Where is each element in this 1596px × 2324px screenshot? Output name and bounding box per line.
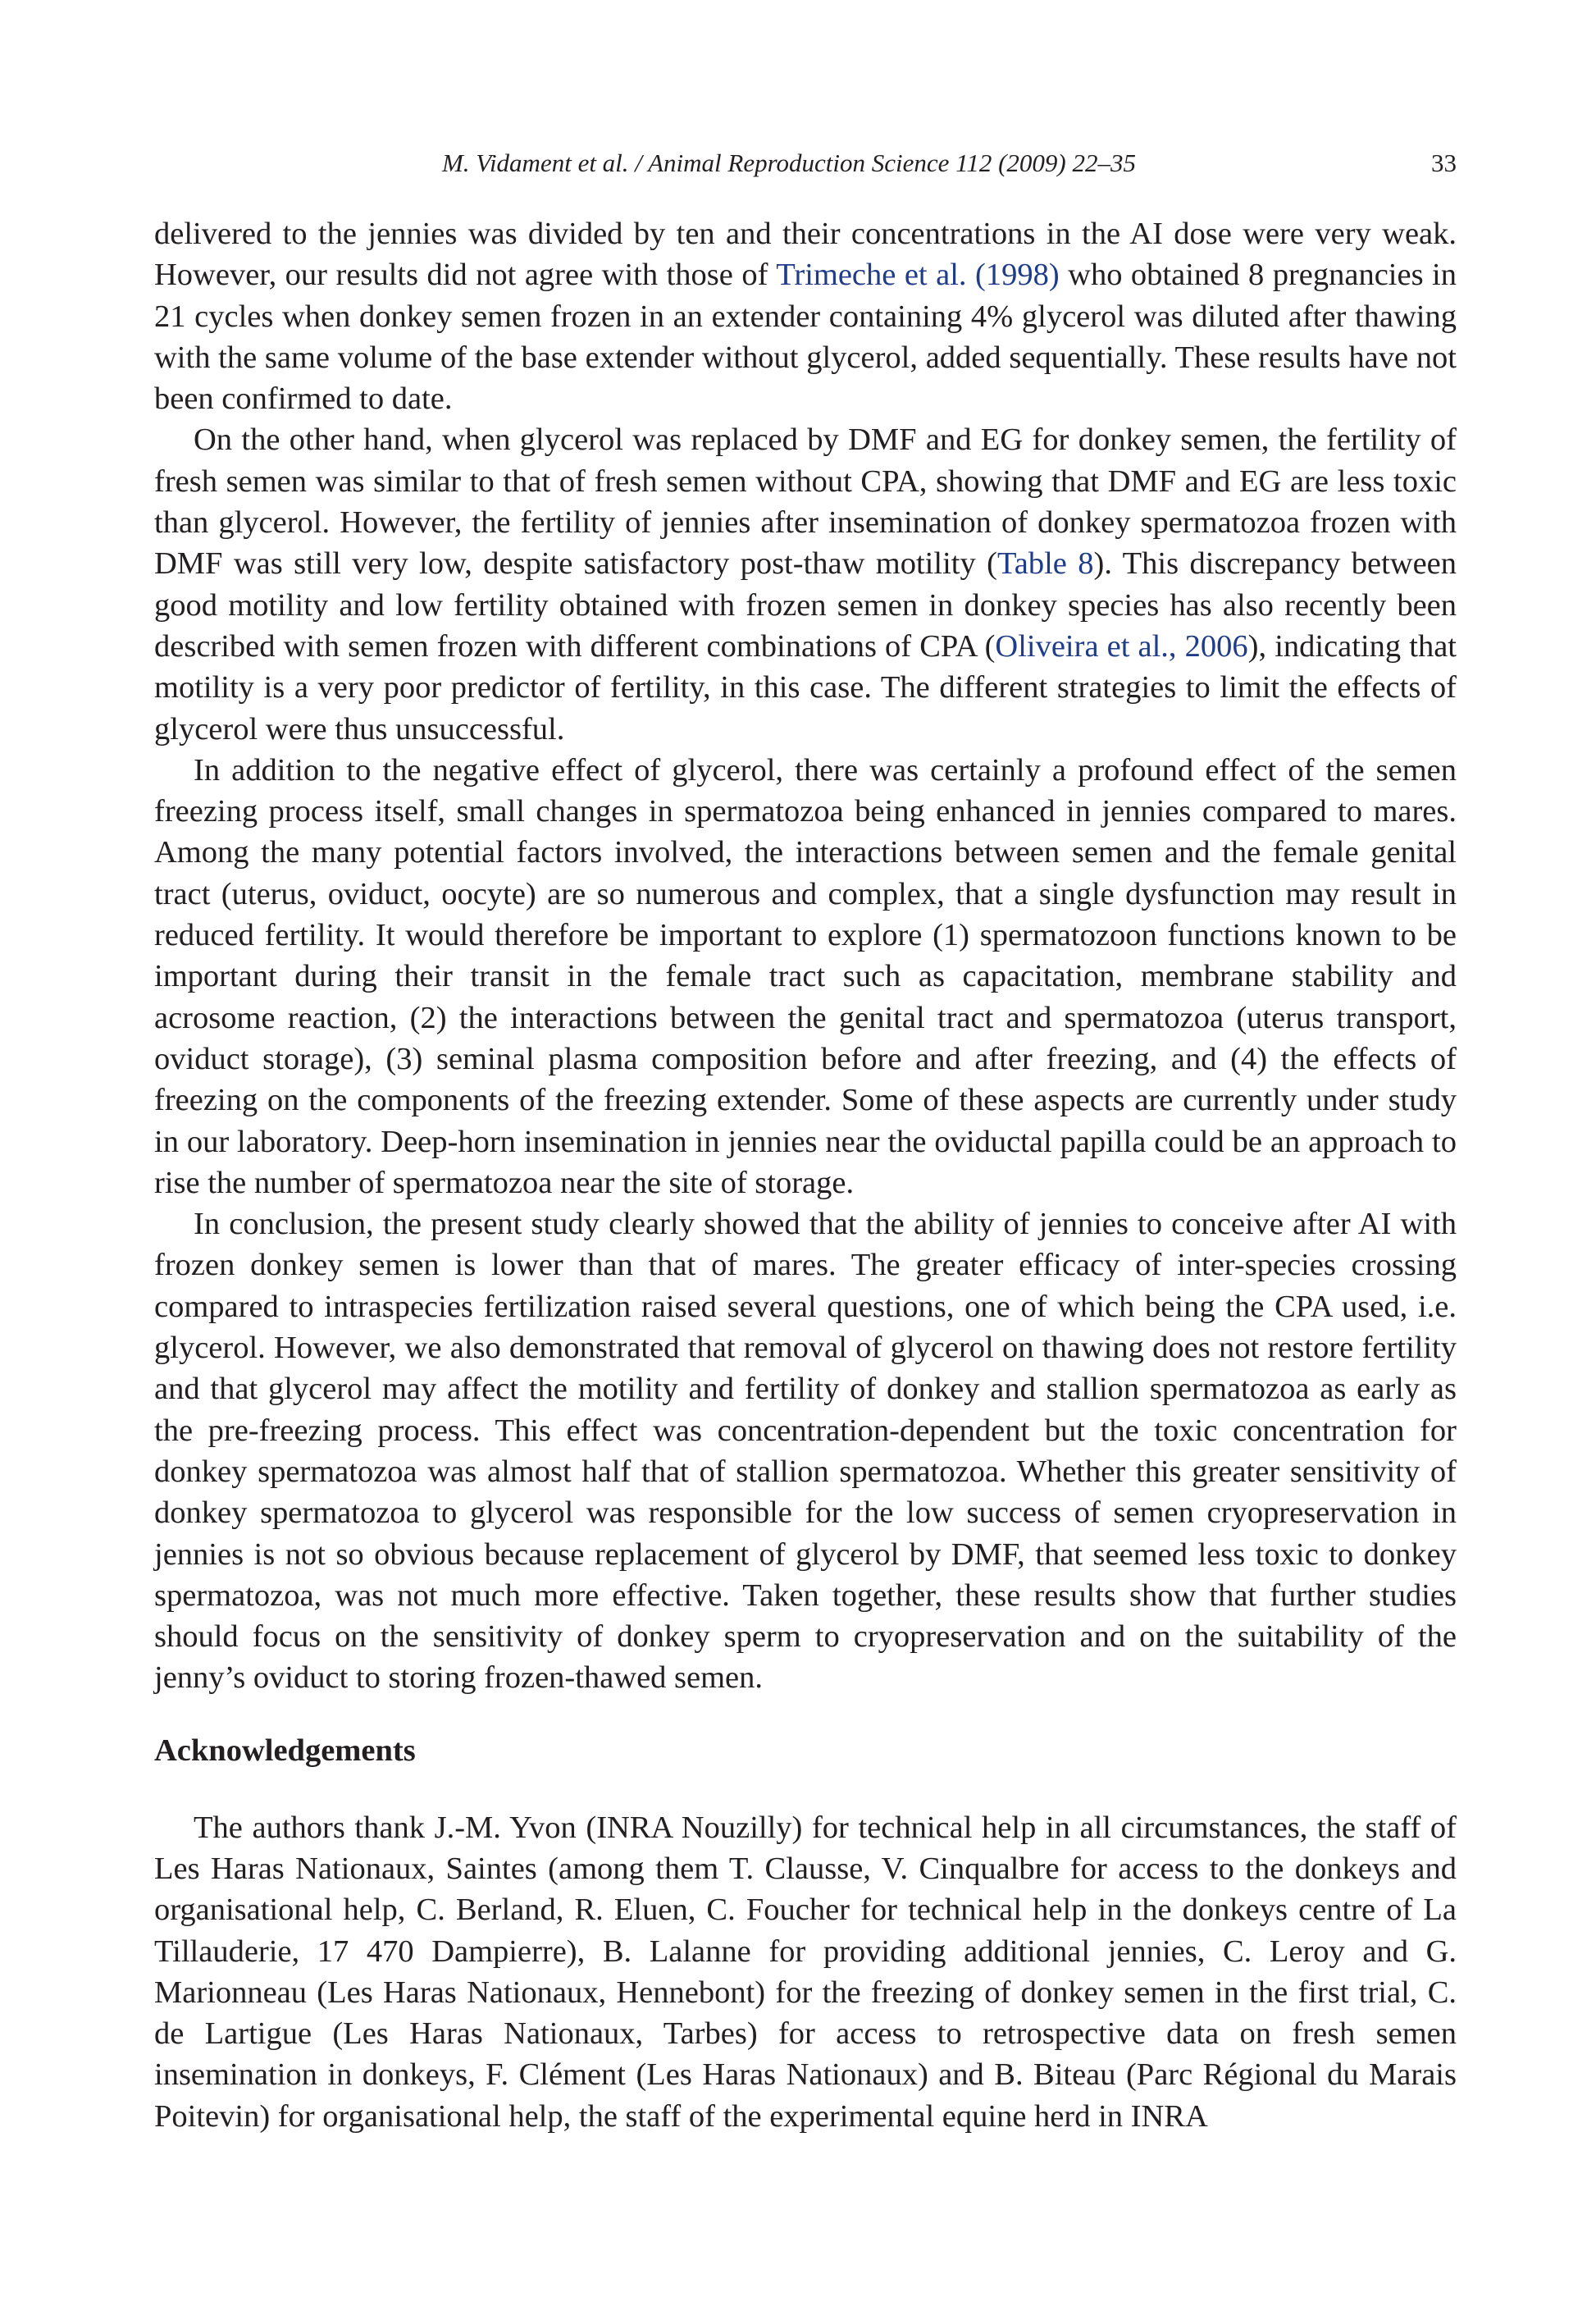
- page-number: 33: [1431, 148, 1457, 177]
- paragraph-text: delivered to the jennies was divided by ten and their concentrations in the AI dose were very weak. However, our results did not agree with those of: [154, 217, 1457, 293]
- paragraph-4-conclusion: In conclusion, the present study clearly showed that the ability of jennies to conceive after AI with frozen donkey semen is lower than that of mares. The greater efficacy of inter-species crossing compared to intraspecies fertilization raised several questions, one of which being the CPA used, i.e. glycerol. However, we also demonstrated that removal of glycerol on thawing does not restore fertility and that glycerol may affect the motility and fertility of donkey and stallion spermatozoa as early as the pre-freezing process. This effect was concentration-dependent but the toxic concentration for donkey spermatozoa was almost half that of stallion spermatozoa. Whether this greater sensitivity of donkey spermatozoa to glycerol was responsible for the low success of semen cryopreservation in jennies is not so obvious because replacement of glycerol by DMF, that seemed less toxic to donkey spermatozoa, was not much more effective. Taken together, these results show that further studies should focus on the sensitivity of donkey sperm to cryopreservation and on the suitability of the jenny’s oviduct to storing frozen-thawed semen.: [154, 1207, 1457, 1696]
- citation-link-oliveira[interactable]: Oliveira et al., 2006: [995, 628, 1248, 664]
- running-title: M. Vidament et al. / Animal Reproduction Science 112 (2009) 22–35: [441, 148, 1136, 177]
- paragraph-text: ), indicating that motility is a very poor predictor of fertility, in this case. The different strategies to limit the effects of glycerol were thus unsuccessful.: [154, 628, 1457, 747]
- paragraph-text: who obtained 8 pregnancies in 21 cycles when donkey semen frozen in an extender containing 4% glycerol was diluted after thawing with the same volume of the base extender without glycerol, added sequentially. These results have not been confirmed to date.: [154, 258, 1457, 417]
- article-body: [154, 213, 1457, 2137]
- paragraph-text: ). This discrepancy between good motility and low fertility obtained with frozen semen in donkey species has also recently been described with semen frozen with different combinations of CPA (: [154, 546, 1457, 664]
- citation-link-trimeche[interactable]: Trimeche et al. (1998): [776, 258, 1060, 293]
- table-8-link[interactable]: Table 8: [996, 546, 1094, 582]
- paragraph-text: On the other hand, when glycerol was replaced by DMF and EG for donkey semen, the fertility of fresh semen was similar to that of fresh semen without CPA, showing that DMF and EG are less toxic than glycerol. However, the fertility of jennies after insemination of donkey spermatozoa frozen with DMF was still very low, despite satisfactory post-thaw motility (: [154, 422, 1457, 582]
- acknowledgements-text: The authors thank J.-M. Yvon (INRA Nouzilly) for technical help in all circumstances, the staff of Les Haras Nationaux, Saintes (among them T. Clausse, V. Cinqualbre for access to the donkeys and organisational help, C. Berland, R. Eluen, C. Foucher for technical help in the donkeys centre of La Tillauderie, 17 470 Dampierre), B. Lalanne for providing additional jennies, C. Leroy and G. Marionneau (Les Haras Nationaux, Hennebont) for the freezing of donkey semen in the first trial, C. de Lartigue (Les Haras Nationaux, Tarbes) for access to retrospective data on fresh semen insemination in donkeys, F. Clément (Les Haras Nationaux) and B. Biteau (Parc Régional du Marais Poitevin) for organisational help, the staff of the experimental equine herd in INRA: [154, 1810, 1457, 2134]
- acknowledgements-heading: Acknowledgements: [154, 1733, 416, 1768]
- paragraph-2: [154, 419, 1457, 749]
- running-header: [154, 144, 1457, 182]
- paragraph-1: [154, 213, 1457, 419]
- paragraph-3: In addition to the negative effect of glycerol, there was certainly a profound effect of the semen freezing process itself, small changes in spermatozoa being enhanced in jennies compared to mares. Among the many potential factors involved, the interactions between semen and the female genital tract (uterus, oviduct, oocyte) are so numerous and complex, that a single dysfunction may result in reduced fertility. It would therefore be important to explore (1) spermatozoon functions known to be important during their transit in the female tract such as capacitation, membrane stability and acrosome reaction, (2) the interactions between the genital tract and spermatozoa (uterus transport, oviduct storage), (3) seminal plasma composition before and after freezing, and (4) the effects of freezing on the components of the freezing extender. Some of these aspects are currently under study in our laboratory. Deep-horn insemination in jennies near the oviductal papilla could be an approach to rise the number of spermatozoa near the site of storage.: [154, 752, 1457, 1200]
